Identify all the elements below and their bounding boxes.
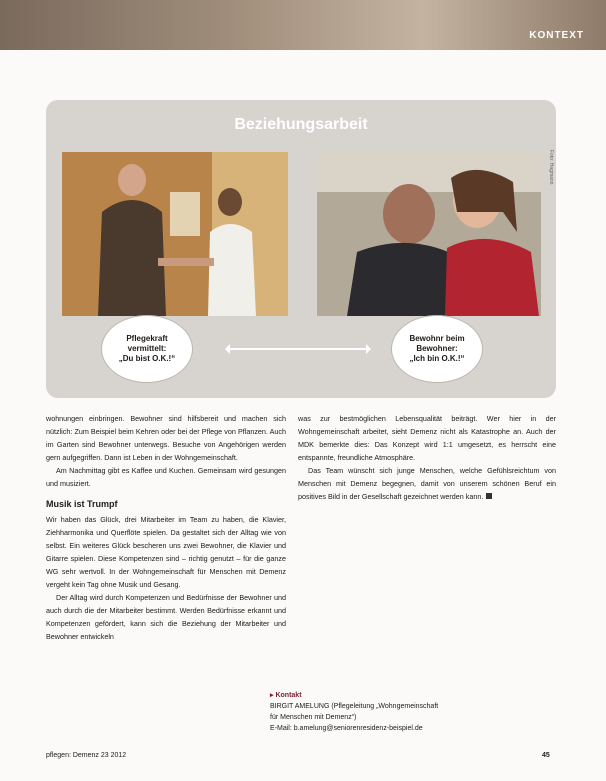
contact-title-text: Kontakt <box>275 692 302 699</box>
photo-handshake <box>62 152 288 316</box>
relationship-panel <box>46 100 556 398</box>
article-column-left <box>46 412 286 643</box>
contact-title: ▸ Kontakt <box>270 692 302 699</box>
contact-line: für Menschen mit Demenz“) <box>270 714 357 721</box>
paragraph: Der Alltag wird durch Kompetenzen und Bedürfnisse der Bewohner und auch durch die der Mitarbeiter bestimmt. Werden Bedürfnisse erkannt und Kompetenzen gefördert, kann sich die Beziehung der Mitarbeiter und Bewohner entwickeln <box>46 593 286 641</box>
bubble-resident: Bewohnr beim Bewohner: „Ich bin O.K.!“ <box>392 316 482 382</box>
double-arrow-icon <box>228 348 368 350</box>
photo-credit: Foto: Hagmann <box>548 150 554 185</box>
end-mark-icon <box>486 493 492 499</box>
paragraph-text: Das Team wünscht sich junge Menschen, welche Gefühlsreichtum von Menschen mit Demenz begegnen, damit von unserem schönen Beruf ein positives Bild in der Gesellschaft gezeichnet werden kann. <box>298 466 556 501</box>
paragraph: Wir haben das Glück, drei Mitarbeiter im Team zu haben, die Klavier, Ziehharmonika und Querflöte spielen. Da gestaltet sich der Alltag wie von selbst. Ein weiteres Glück bescheren uns zwei Bewohner, die Klavier und Gitarre spielen. Diese Kompetenzen sind – richtig genutzt – für die ganze WG sehr wertvoll. In der Wohngemeinschaft für Menschen mit Demenz vergeht kein Tag ohne Musik und Gesang. <box>46 515 286 589</box>
header-bar <box>0 0 606 50</box>
photo-handshake-illustration <box>62 152 288 316</box>
contact-box <box>270 690 438 734</box>
paragraph: Am Nachmittag gibt es Kaffee und Kuchen. Gemeinsam wird gesungen und musiziert. <box>46 466 286 488</box>
section-label: KONTEXT <box>529 30 584 41</box>
paragraph: wohnungen einbringen. Bewohner sind hilfsbereit und machen sich nützlich: Zum Beispiel beim Kehren oder bei der Pflege von Pflanzen. Auch im Garten sind Bewohner unterwegs. Besuche von Angehörigen werden gern aufgegriffen. Dann ist Leben in der Wohngemeinschaft. <box>46 414 286 462</box>
subheading: Musik ist Trumpf <box>46 499 118 509</box>
paragraph <box>298 464 556 503</box>
article-column-right <box>298 412 556 503</box>
bubble-caregiver: Pflegekraft vermittelt: „Du bist O.K.!“ <box>102 316 192 382</box>
photo-hug <box>317 152 541 316</box>
contact-line: BIRGIT AMELUNG (Pflegeleitung „Wohngemeinschaft <box>270 703 439 710</box>
photo-hug-illustration <box>317 152 541 316</box>
contact-email[interactable]: E-Mail: b.amelung@seniorenresidenz-beispiel.de <box>270 725 423 732</box>
footer-page-number: 45 <box>542 752 550 759</box>
panel-title: Beziehungsarbeit <box>234 116 368 133</box>
paragraph: was zur bestmöglichen Lebensqualität beiträgt. Wer hier in der Wohngemeinschaft arbeitet, sieht Demenz nicht als Katastrophe an. Auch der MDK bemerkte dies: Das Konzept wird 1:1 umgesetzt, es herrscht eine entspannte, freundliche Atmosphäre. <box>298 414 556 462</box>
footer-magazine: pflegen: Demenz 23 2012 <box>46 752 127 759</box>
